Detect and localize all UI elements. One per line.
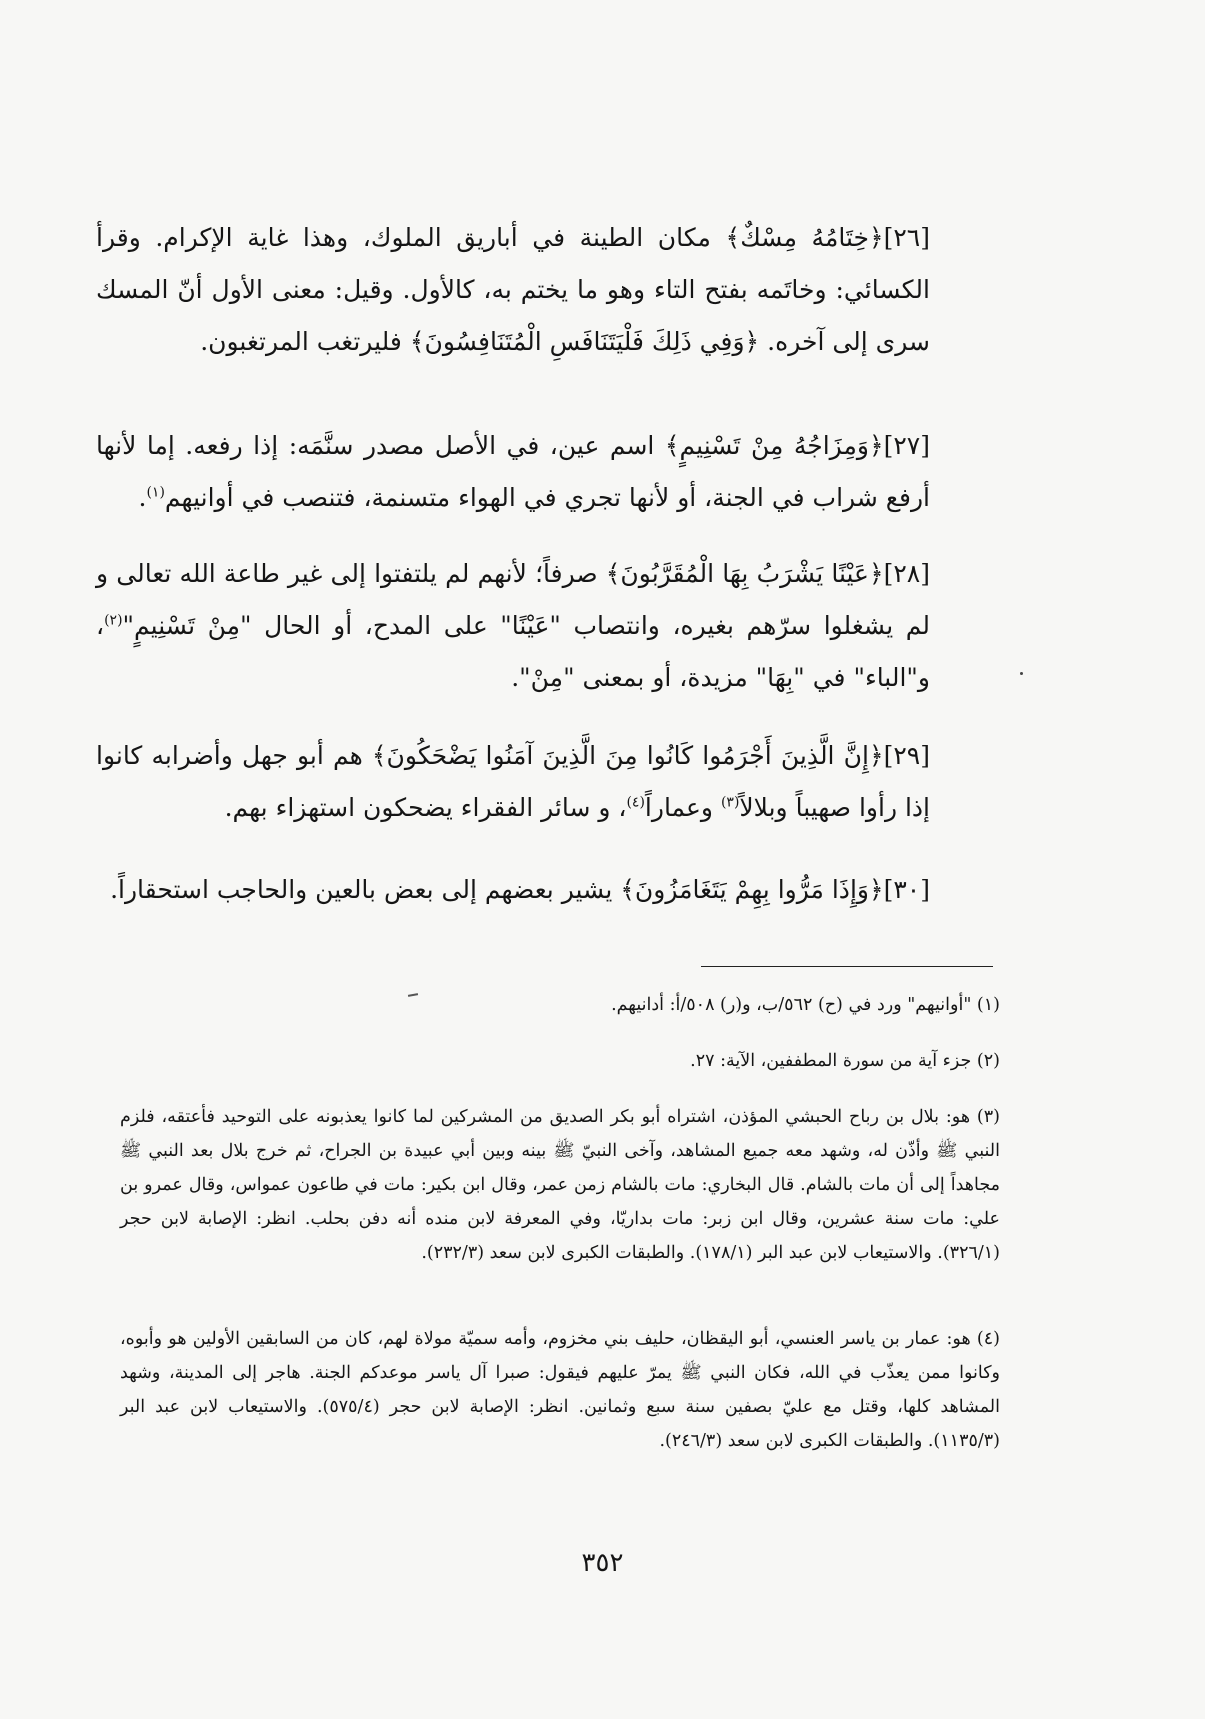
quran-quote: ﴿وَمِزَاجُهُ مِنْ تَسْنِيمٍ﴾ — [664, 431, 884, 460]
verse-number: [٢٩] — [883, 741, 930, 770]
quran-quote: ﴿خِتَامُهُ مِسْكٌ﴾ — [725, 223, 884, 252]
verse-number: [٢٧] — [883, 431, 930, 460]
paragraph-29 — [96, 730, 930, 834]
commentary-text: ، و سائر الفقراء يضحكون استهزاء بهم. — [224, 793, 627, 822]
footnote-2: (٢) جزء آية من سورة المطففين، الآية: ٢٧. — [690, 1051, 1000, 1071]
verse-number: [٣٠] — [883, 875, 930, 904]
paragraph-26 — [96, 212, 930, 368]
page-number: ٣٥٢ — [581, 1548, 624, 1578]
commentary-text: صرفاً؛ لأنهم لم يلتفتوا إلى غير طاعة الله تعالى و لم يشغلوا سرّهم بغيره، وانتصاب "عَيْنًا" على المدح، أو الحال "مِنْ تَسْنِيمٍ" — [96, 559, 930, 640]
footnote-ref: (٤) — [626, 794, 645, 811]
footnote-1: (١) "أوانيهم" ورد في (ح) ٥٦٢/ب، و(ر) ٥٠٨/أ: أدانيهم. — [611, 995, 1000, 1015]
footnote-ref: (٣) — [720, 794, 740, 811]
commentary-text: . — [138, 483, 147, 512]
commentary-text: ، و"الباء" في "بِهَا" مزيدة، أو بمعنى "مِنْ". — [96, 611, 930, 692]
footnote-3: (٣) هو: بلال بن رباح الحبشي المؤذن، اشتراه أبو بكر الصديق من المشركين لما كانوا يعذبونه على التوحيد فأعتقه، فلزم النبي ﷺ وأذّن له، وشهد معه جميع المشاهد، وآخى النبيّ ﷺ بينه وبين أبي عبيدة بن الجراح، ثم خرج بلال بعد النبي ﷺ مجاهداً إلى أن مات بالشام. قال البخاري: مات بالشام زمن عمر، وقال ابن بكير: مات في طاعون عمواس، وقال عمرو بن علي: مات سنة عشرين، وقال ابن زبر: مات بداريّا، وفي المعرفة لابن منده أنه دفن بحلب. انظر: الإصابة لابن حجر (٣٢٦/١). والاستيعاب لابن عبد البر (١٧٨/١). والطبقات الكبرى لابن سعد (٢٣٢/٣). — [120, 1107, 1000, 1263]
commentary-text: هم أبو جهل وأضرابه كانوا إذا رأوا صهيباً وبلالاً — [96, 741, 930, 822]
commentary-text: وعماراً — [644, 793, 721, 822]
footnote-ref: (٢) — [104, 612, 123, 629]
scan-speck — [1020, 672, 1023, 675]
paragraph-28 — [96, 548, 930, 704]
verse-number: [٢٦] — [883, 223, 930, 252]
commentary-text: اسم عين، في الأصل مصدر سنَّمَه: إذا رفعه. إما لأنها أرفع شراب في الجنة، أو لأنها تجري في الهواء متسنمة، فتنصب في أوانيهم — [96, 431, 930, 512]
quran-quote: ﴿وَفِي ذَلِكَ فَلْيَتَنَافَسِ الْمُتَنَافِسُونَ﴾ — [409, 327, 760, 356]
commentary-text: مكان الطينة في أباريق الملوك، وهذا غاية الإكرام. وقرأ الكسائي: وخاتَمه بفتح التاء وهو ما يختم به، كالأول. وقيل: معنى الأول أنّ المسك سرى إلى آخره. — [96, 223, 930, 356]
footnote-4: (٤) هو: عمار بن ياسر العنسي، أبو اليقظان، حليف بني مخزوم، وأمه سميّة مولاة لهم، كان من السابقين الأولين هو وأبوه، وكانوا ممن يعذّب في الله، فكان النبي ﷺ يمرّ عليهم فيقول: صبرا آل ياسر موعدكم الجنة. هاجر إلى المدينة، وشهد المشاهد كلها، وقتل مع عليّ بصفين سنة سبع وثمانين. انظر: الإصابة لابن حجر (٥٧٥/٤). والاستيعاب لابن عبد البر (١١٣٥/٣). والطبقات الكبرى لابن سعد (٢٤٦/٣). — [120, 1329, 1001, 1451]
paragraph-27 — [96, 420, 930, 524]
quran-quote: ﴿وَإِذَا مَرُّوا بِهِمْ يَتَغَامَزُونَ﴾ — [620, 875, 884, 904]
verse-number: [٢٨] — [883, 559, 930, 588]
paragraph-30 — [96, 864, 930, 916]
footnote-separator — [701, 966, 993, 967]
commentary-text: يشير بعضهم إلى بعض بالعين والحاجب استحقاراً. — [110, 875, 621, 904]
quran-quote: ﴿عَيْنًا يَشْرَبُ بِهَا الْمُقَرَّبُونَ﴾ — [605, 559, 884, 588]
quran-quote: ﴿إِنَّ الَّذِينَ أَجْرَمُوا كَانُوا مِنَ الَّذِينَ آمَنُوا يَضْحَكُونَ﴾ — [371, 741, 884, 770]
commentary-text: فليرتغب المرتغبون. — [200, 327, 410, 356]
footnote-ref: (١) — [146, 484, 165, 501]
